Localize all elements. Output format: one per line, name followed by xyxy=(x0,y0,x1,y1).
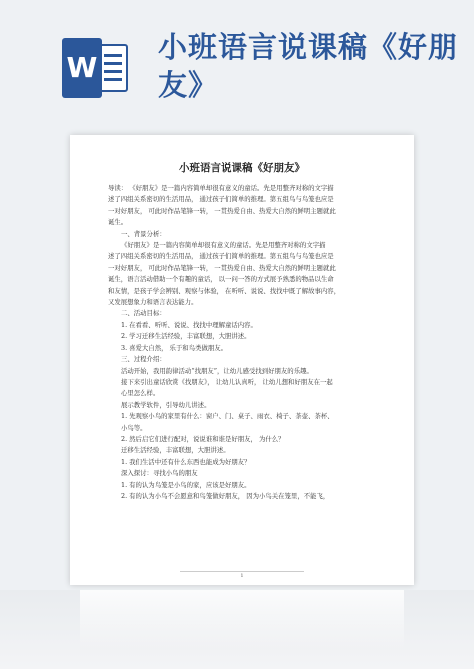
document-line: 又发展想象力和语言表达能力。 xyxy=(108,298,198,307)
page-reflection xyxy=(0,590,474,669)
document-line: 导读： 《好朋友》是一篇内容简单却很有意义的童话。先是用整齐对称的文字描 xyxy=(108,184,334,192)
document-line: 1. 在看看、听听、说说、找找中理解童话内容。 xyxy=(121,320,257,329)
document-line: 1. 先观察小鸟的家里有什么：窗户、门、桌子、雨衣、椅子、茶壶、茶杯、 xyxy=(121,412,334,421)
document-line: 二、活动目标： xyxy=(121,309,166,318)
document-line: 一对好朋友， 可此时作品笔锋一转， 一贯热爱自由、热爱大自然的鲜明主题就此 xyxy=(108,206,336,215)
document-line: 一、背景分析： xyxy=(121,229,166,238)
document-banner xyxy=(0,0,474,130)
document-line: 活动开始，我用韵律活动“找朋友”，让幼儿感受找到好朋友的乐趣。 xyxy=(121,366,313,375)
document-line: 《好朋友》是一篇内容简单却很有意义的童话。先是用整齐对称的文字描 xyxy=(121,241,326,250)
document-title: 小班语言说课稿《好朋友》 xyxy=(179,162,305,174)
document-line: 迁移生活经验，丰富联想，大胆讲述。 xyxy=(121,446,230,455)
document-line: 1. 有的认为鸟笼是小鸟的家，应该是好朋友。 xyxy=(121,480,251,489)
document-body xyxy=(108,183,374,502)
document-line: 和友情，是孩子学会辨别、观察与体验， 在听听、说说、找找中既了解故事内容， xyxy=(108,286,341,295)
page-number: 1 xyxy=(240,573,244,579)
document-line: 三、过程介绍： xyxy=(121,355,166,364)
document-line: 小鸟等。 xyxy=(121,423,147,432)
document-line: 2. 然后启它们进行配对，说说谁和谁是好朋友， 为什么？ xyxy=(121,434,285,443)
document-line: 一对好朋友， 可此时作品笔锋一转， 一贯热爱自由、热爱大自然的鲜明主题就此 xyxy=(108,263,336,272)
document-line: 深入探讨：寻找小鸟的朋友 xyxy=(121,469,198,478)
document-line: 诞生。 xyxy=(108,218,128,227)
document-line: 诞生，语言活动借助一个有趣的童话， 以一问一答的方式展予熟悉的物品以生命 xyxy=(108,275,334,284)
document-line: 1. 我们生活中还有什么东西也能成为好朋友？ xyxy=(121,457,251,466)
document-line: 述了四组关系密切的生活用品， 通过孩子们简单的推理。第五组鸟与鸟笼也应是 xyxy=(108,252,334,261)
document-line: 接下来引出童话欣赏《找朋友》， 让幼儿认真听， 让幼儿想和好朋友在一起 xyxy=(121,377,333,386)
document-line: 展示教学软件，引导幼儿讲述。 xyxy=(121,400,211,409)
word-document-icon xyxy=(62,38,130,98)
document-line: 2. 有的认为小鸟不会愿意和鸟笼做好朋友， 因为小鸟关在笼里，不能飞， xyxy=(121,491,330,500)
document-line: 心里怎么样。 xyxy=(121,389,160,398)
word-letter-badge: W xyxy=(62,38,102,98)
document-line: 述了四组关系密切的生活用品， 通过孩子们简单的推理。第五组鸟与鸟笼也应是 xyxy=(108,195,334,204)
banner-title: 小班语言说课稿《好朋友》 xyxy=(158,30,459,102)
document-page xyxy=(70,135,414,585)
document-line: 2. 学习迁移生活经验，丰富联想，大胆讲述。 xyxy=(121,332,251,341)
document-line: 3. 喜爱大自然， 乐于和鸟类做朋友。 xyxy=(121,343,228,352)
footer-rule xyxy=(180,571,304,572)
